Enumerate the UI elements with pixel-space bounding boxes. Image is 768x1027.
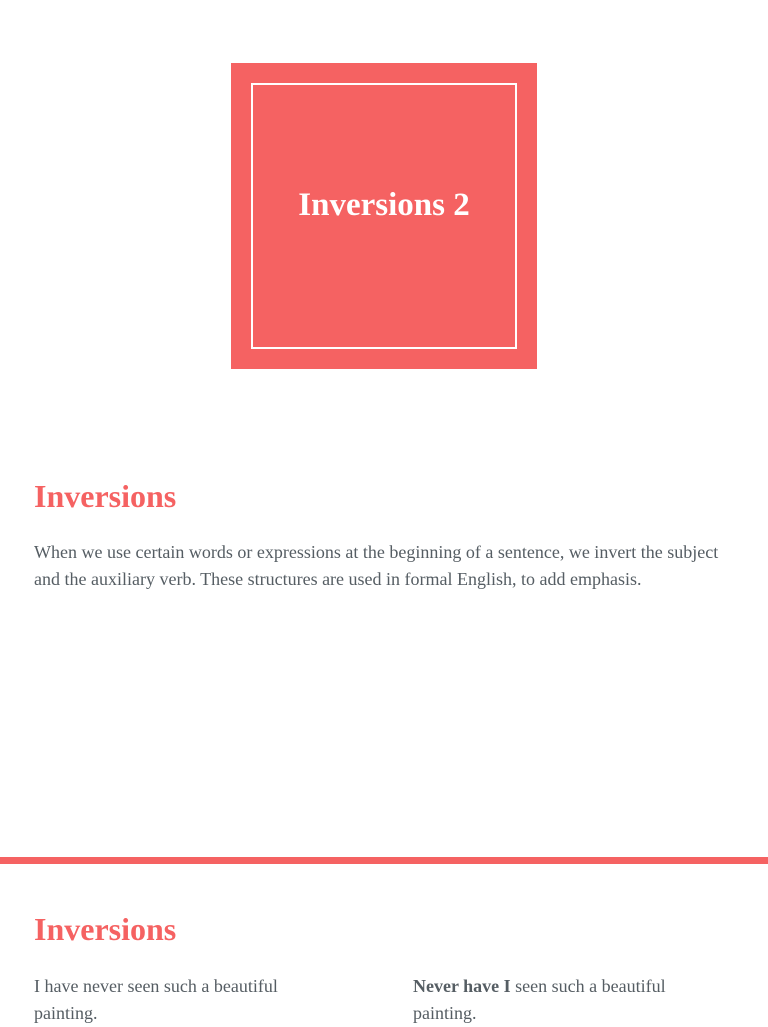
example-original-sentence: I have never seen such a beautiful painting. — [34, 976, 278, 1023]
example-inverted-emphasis: Never have I — [413, 976, 511, 996]
section-heading-intro: Inversions — [34, 478, 177, 514]
section-heading-examples: Inversions — [34, 911, 177, 947]
intro-paragraph: When we use certain words or expressions at the beginning of a sentence, we invert the subject and the auxiliary verb. These structures are used in formal English, to add emphasis. — [34, 542, 719, 589]
example-inverted-sentence — [413, 973, 713, 1027]
section-divider — [0, 857, 768, 864]
cover-card — [231, 63, 537, 369]
cover-title: Inversions 2 — [298, 187, 470, 223]
example-inverted-rest: seen such a beautiful painting. — [413, 976, 666, 1023]
